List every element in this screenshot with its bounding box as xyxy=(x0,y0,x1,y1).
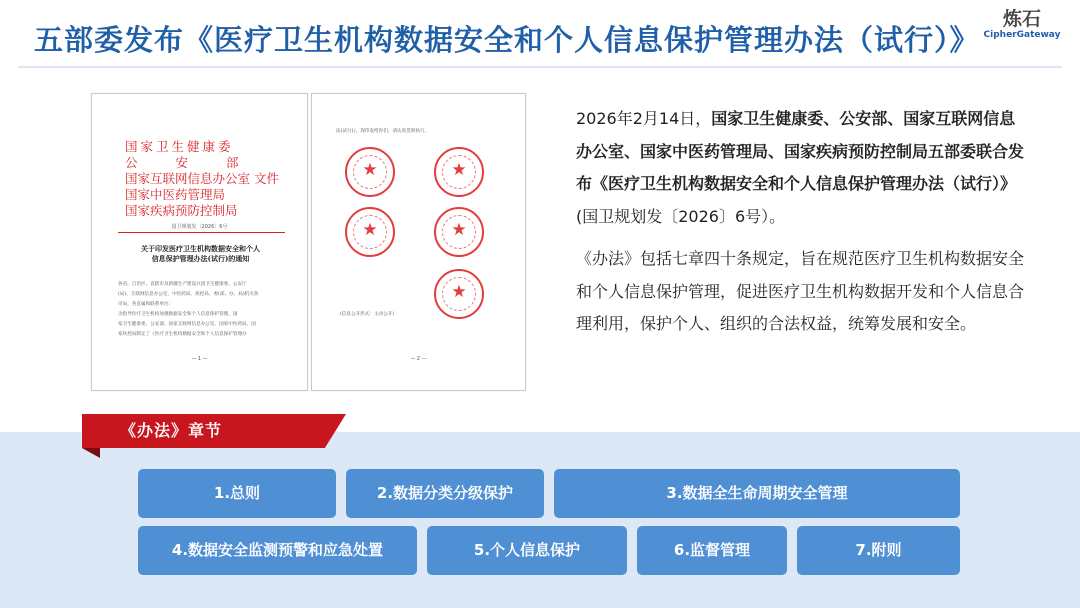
chapters-panel xyxy=(0,432,1080,608)
release-date: 2026年2月14日， xyxy=(576,109,712,128)
chapters-label: 《办法》章节 xyxy=(120,421,223,440)
official-seal-icon xyxy=(345,147,395,197)
body-line: 各省、自治区、直辖市及新疆生产建设兵团卫生健康委、公安厅 xyxy=(118,282,247,287)
official-seal-icon xyxy=(434,269,484,319)
chapter-supplementary[interactable]: 7.附则 xyxy=(797,526,960,575)
red-divider xyxy=(118,232,285,233)
issuer-cac: 国家互联网信息办公室 文件 xyxy=(125,171,280,186)
document-page-2 xyxy=(311,93,526,391)
chapter-monitoring-emergency[interactable]: 4.数据安全监测预警和应急处置 xyxy=(138,526,417,575)
chapter-lifecycle-security[interactable]: 3.数据全生命周期安全管理 xyxy=(554,469,960,518)
chapter-supervision[interactable]: 6.监督管理 xyxy=(637,526,787,575)
release-statement: 国家卫生健康委、公安部、国家互联网信息办公室、国家中医药管理局、国家疾病预防控制局五部委联合发布《医疗卫生机构数据安全和个人信息保护管理办法（试行）》 xyxy=(576,109,1025,193)
issuer-natcm: 国家中医药管理局 xyxy=(125,187,226,202)
chapter-personal-info-protection[interactable]: 5.个人信息保护 xyxy=(427,526,627,575)
chapter-general-provisions[interactable]: 1.总则 xyxy=(138,469,336,518)
logo-text-cn: 炼石 xyxy=(1002,8,1041,30)
ribbon-fold xyxy=(82,448,100,458)
document-number: 国卫规划发〔2026〕6号 xyxy=(171,224,228,230)
disclosure-note: (信息公开形式：主动公开) xyxy=(340,312,395,317)
document-reference: (国卫规划发〔2026〕6号）。 xyxy=(576,206,786,226)
body-line: (局)、互联网信息办公室、中医药局、疾控局，委(部、办、局)机关各 xyxy=(118,292,259,297)
title-divider xyxy=(18,66,1062,68)
brand-logo xyxy=(982,8,1062,40)
official-seal-icon xyxy=(434,147,484,197)
issuer-mps: 公 安 部 xyxy=(125,155,239,170)
official-seal-icon xyxy=(434,207,484,257)
issuer-ndcpa: 国家疾病预防控制局 xyxy=(125,203,238,218)
official-seal-icon xyxy=(345,207,395,257)
summary-text xyxy=(576,103,1031,341)
body-line: 家疾控局制定了《医疗卫生机构数据安全和个人信息保护管理办 xyxy=(118,332,247,337)
page-number: — 2 — xyxy=(410,356,427,362)
page-number: — 1 — xyxy=(191,356,208,362)
file-word: 文件 xyxy=(254,171,280,186)
issuing-agencies xyxy=(125,139,285,219)
document-page-1 xyxy=(91,93,308,391)
issuer-nhc: 国家卫生健康委 xyxy=(125,139,234,154)
body-line: 司局，各直属和联系单位： xyxy=(118,302,174,307)
logo-text-en: CipherGateway xyxy=(983,30,1061,40)
summary-paragraph-2: 《办法》包括七章四十条规定，旨在规范医疗卫生机构数据安全和个人信息保护管理，促进医疗卫生机构数据开发和个人信息合理利用，保护个人、组织的合法权益，统筹发展和安全。 xyxy=(576,249,1025,333)
summary-paragraph-1 xyxy=(576,103,1031,233)
document-heading: 关于印发医疗卫生机构数据安全和个人 信息保护管理办法(试行)的通知 xyxy=(141,244,260,263)
body-line: 为指导医疗卫生机构加强数据安全和个人信息保护管理，国 xyxy=(118,312,238,317)
page-title: 五部委发布《医疗卫生机构数据安全和个人信息保护管理办法（试行）》 xyxy=(34,23,980,57)
body-line: 家卫生健康委、公安部、国家互联网信息办公室、国家中医药局、国 xyxy=(118,322,256,327)
chapter-classification-protection[interactable]: 2.数据分类分级保护 xyxy=(346,469,544,518)
document-body xyxy=(118,280,285,340)
document-continuation: 法(试行)》，现印发给你们，请认真贯彻执行。 xyxy=(336,129,430,134)
